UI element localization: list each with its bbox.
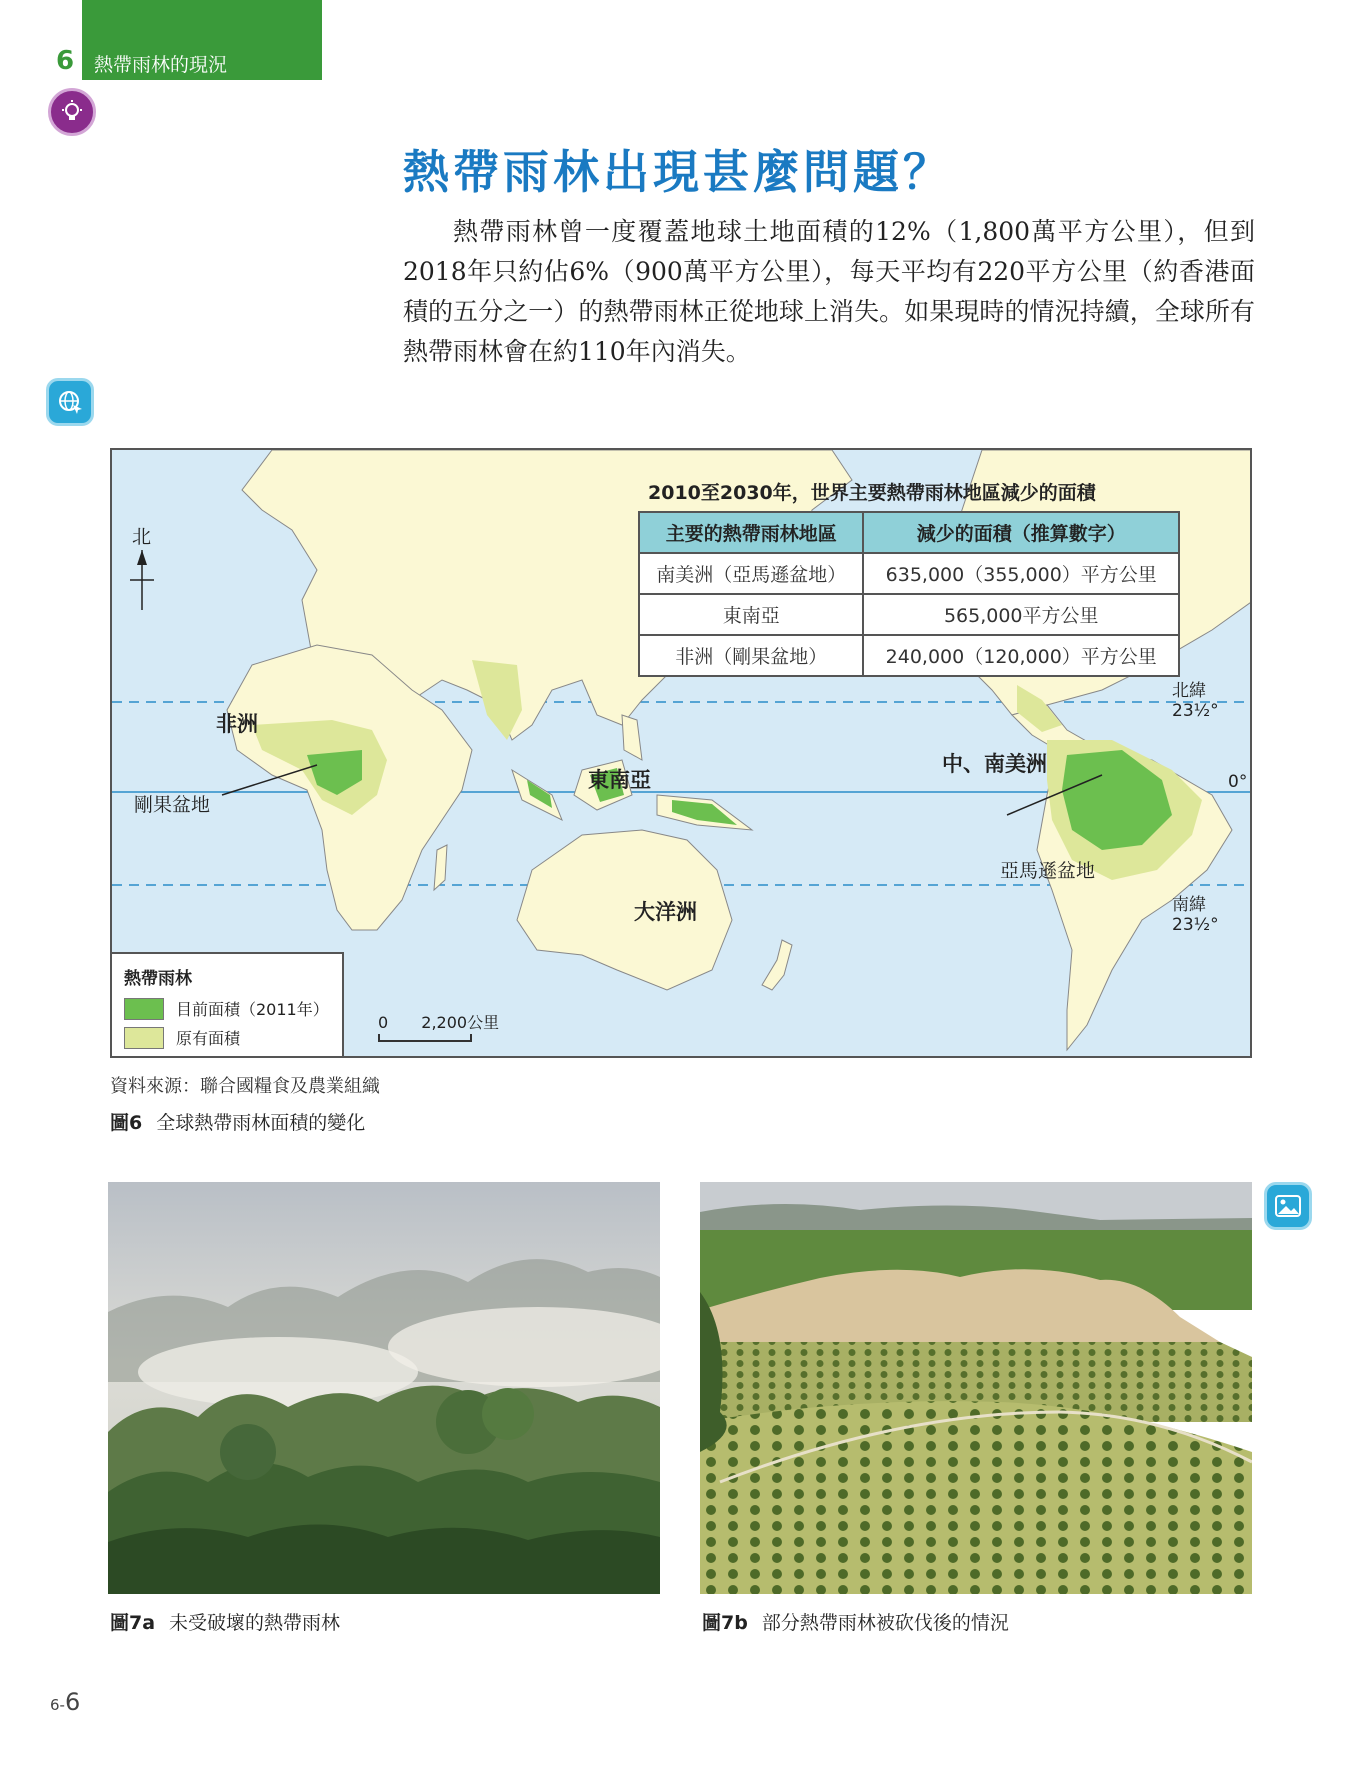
label-tropic-of-capricorn: 南緯23½° — [1172, 895, 1219, 935]
legend-item-original — [124, 1026, 330, 1049]
legend-swatch-original — [124, 1027, 164, 1049]
philippines-shape — [622, 715, 642, 760]
legend-item-current — [124, 997, 330, 1020]
label-congo: 剛果盆地 — [134, 794, 211, 816]
legend-swatch-current — [124, 998, 164, 1020]
label-equator: 0° — [1228, 772, 1248, 792]
table-cell: 565,000平方公里 — [863, 594, 1179, 635]
page-number — [50, 1688, 80, 1716]
madagascar-shape — [434, 845, 447, 890]
table-header: 減少的面積（推算數字） — [863, 512, 1179, 553]
scale-zero: 0 — [378, 1013, 389, 1032]
compass-label: 北 — [132, 526, 152, 548]
table-header: 主要的熱帶雨林地區 — [639, 512, 863, 553]
page-number-prefix: 6- — [50, 1696, 65, 1714]
label-tropic-of-cancer: 北緯23½° — [1172, 681, 1219, 721]
map-legend — [112, 952, 344, 1058]
rainforest-map — [110, 448, 1252, 1058]
intro-paragraph: 熱帶雨林曾一度覆蓋地球土地面積的12%（1,800萬平方公里），但到2018年只約佔6%（900萬平方公里），每天平均有220平方公里（約香港面積的五分之一）的熱帶雨林正從地球上消失。如果現時的情況持續，全球所有熱帶雨林會在約110年內消失。 — [403, 217, 1255, 366]
figure-caption-text: 全球熱帶雨林面積的變化 — [156, 1112, 366, 1134]
figure-number: 圖6 — [110, 1112, 143, 1134]
label-central-south-america: 中、南美洲 — [942, 752, 1047, 776]
table-cell: 南美洲（亞馬遜盆地） — [639, 553, 863, 594]
table-cell: 635,000（355,000）平方公里 — [863, 553, 1179, 594]
figure-number: 圖7b — [702, 1612, 748, 1634]
figure-caption-text: 未受破壞的熱帶雨林 — [169, 1612, 341, 1634]
australia-shape — [517, 830, 732, 990]
page-heading: 熱帶雨林出現甚麼問題？ — [403, 145, 953, 199]
forest-loss-table-title: 2010至2030年，世界主要熱帶雨林地區減少的面積 — [648, 482, 1096, 504]
forest-loss-table — [638, 511, 1180, 677]
label-oceania: 大洋洲 — [634, 900, 697, 924]
legend-label: 目前面積（2011年） — [176, 1000, 329, 1019]
figure-7a-caption — [110, 1608, 340, 1635]
label-amazon: 亞馬遜盆地 — [1000, 860, 1096, 882]
scale-distance: 2,200公里 — [421, 1013, 500, 1032]
new-zealand-shape — [762, 940, 792, 990]
photo-intact-rainforest — [108, 1182, 660, 1594]
map-source: 資料來源：聯合國糧食及農業組織 — [110, 1076, 380, 1097]
figure-6-caption — [110, 1108, 365, 1135]
table-row — [639, 635, 1179, 676]
chapter-number: 6 — [56, 46, 75, 76]
table-cell: 240,000（120,000）平方公里 — [863, 635, 1179, 676]
table-cell: 東南亞 — [639, 594, 863, 635]
legend-title: 熱帶雨林 — [124, 969, 192, 989]
north-arrow-icon — [137, 550, 147, 565]
forest-loss-table-box — [638, 478, 1180, 677]
globe-cursor-icon[interactable] — [46, 378, 94, 426]
scale-bar — [378, 1034, 472, 1042]
legend-label: 原有面積 — [176, 1029, 241, 1048]
chapter-title: 熱帶雨林的現況 — [94, 54, 228, 76]
table-row — [639, 594, 1179, 635]
figure-7b-caption — [702, 1608, 1009, 1635]
table-cell: 非洲（剛果盆地） — [639, 635, 863, 676]
scale-label — [378, 1010, 499, 1033]
page-number-value: 6 — [64, 1688, 81, 1716]
figure-number: 圖7a — [110, 1612, 156, 1634]
photo-cleared-rainforest — [700, 1182, 1252, 1594]
figure-caption-text: 部分熱帶雨林被砍伐後的情況 — [761, 1612, 1009, 1634]
label-africa: 非洲 — [216, 712, 258, 736]
label-southeast-asia: 東南亞 — [588, 768, 651, 792]
lightbulb-icon[interactable] — [48, 88, 96, 136]
image-gallery-icon[interactable] — [1264, 1182, 1312, 1230]
table-row — [639, 553, 1179, 594]
